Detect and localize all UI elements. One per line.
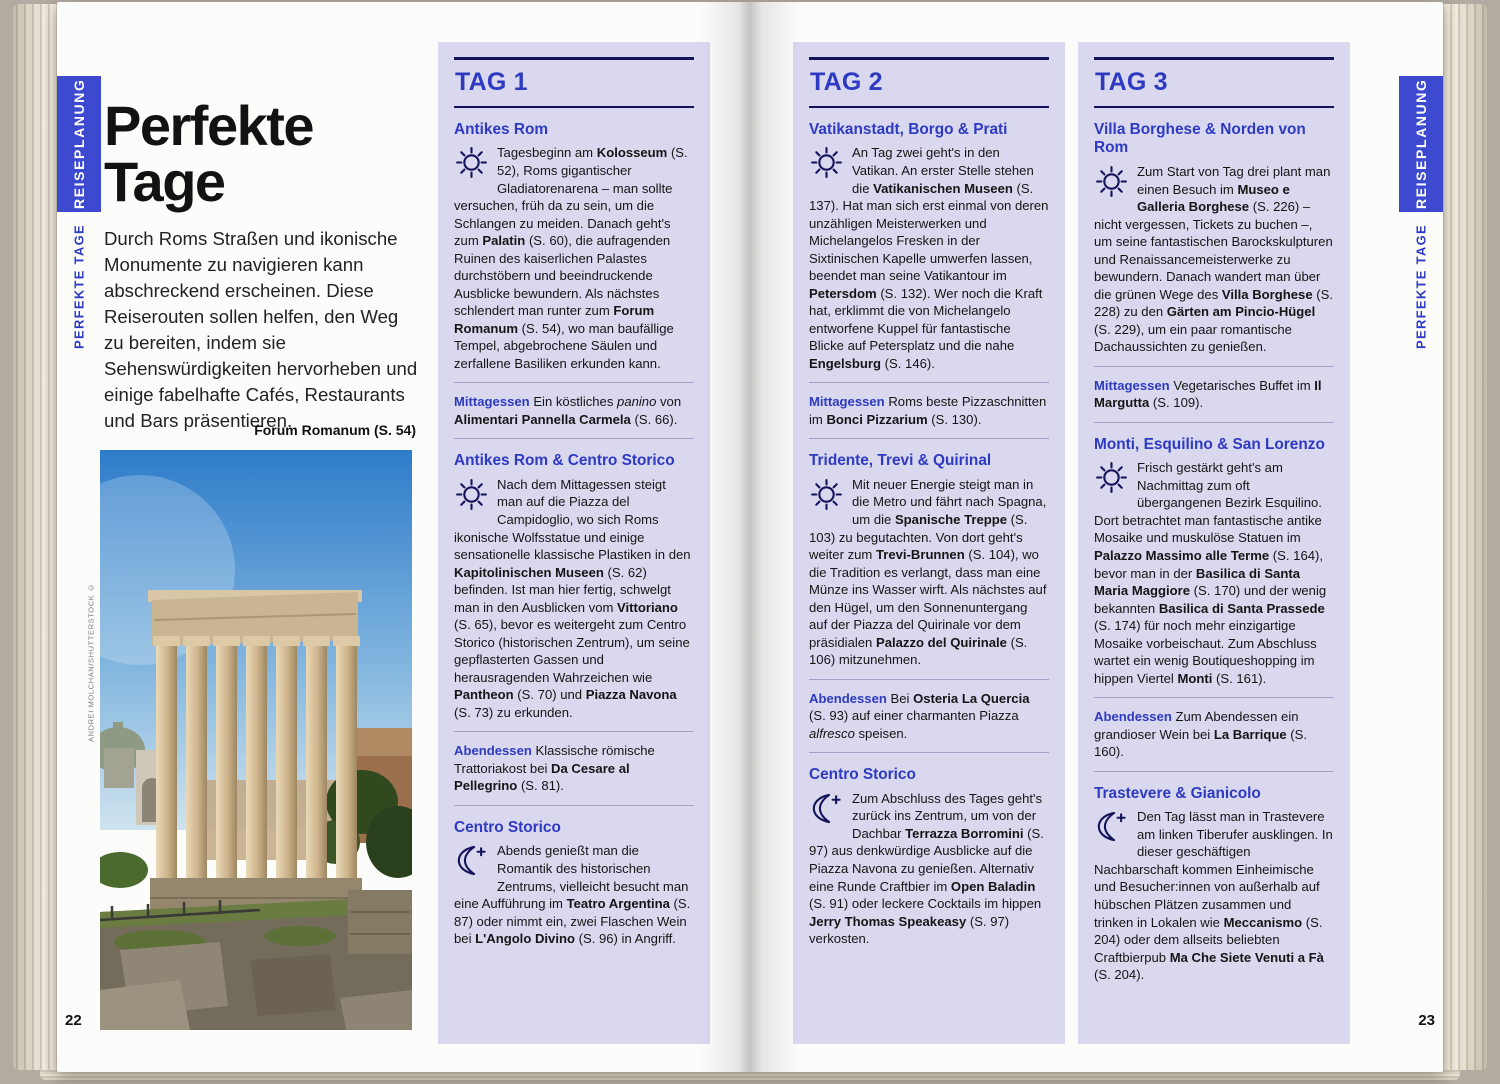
- meal-text: Vegetarisches Buffet im Il Margutta (S. 109).: [1094, 377, 1322, 411]
- chapter-tab: REISEPLANUNG: [1399, 76, 1443, 212]
- meal-label: Abendessen: [454, 743, 532, 759]
- page-stack-right: [1443, 4, 1487, 1070]
- section-text: Den Tag lässt man in Trastevere am linken Tiberufer ausklingen. In dieser geschäftigen Nachbarschaft kommen Einheimische und Besucher:innen von außerhalb auf hübschen Plätzen zusammen und trinken in Lokalen wie Meccanismo (S. 204) oder dem allseits beliebten Craftbierpub Ma Che Siete Venuti a Fà (S. 204).: [1094, 809, 1333, 983]
- day-3-panel: [1078, 42, 1350, 1044]
- meal-line: [1094, 708, 1334, 761]
- section-heading: Villa Borghese & Norden von Rom: [1094, 121, 1306, 157]
- sun-icon: [809, 145, 847, 181]
- section-heading: Tridente, Trevi & Quirinal: [809, 452, 992, 470]
- meal-label: Mittagessen: [1094, 377, 1170, 393]
- meal-text: Bei Osteria La Quercia (S. 93) auf einer charmanten Piazza alfresco speisen.: [809, 690, 1030, 741]
- divider: [1094, 771, 1334, 772]
- meal-text: Ein köstliches panino von Alimentari Pannella Carmela (S. 66).: [454, 394, 682, 427]
- intro-paragraph: Durch Roms Straßen und ikonische Monumente zu navigieren kann abschreckend erscheinen. Diese Reiserouten sollen helfen, den Weg zu bereiten, indem sie Sehenswürdigkeiten hervorheben und einige fabelhafte Cafés, Restaurants und Bars präsentieren.: [104, 228, 418, 432]
- section-text: Nach dem Mittagessen steigt man auf die Piazza del Campidoglio, wo sich Roms ikonische Wolfsstatue und einige sensationelle klassische Plastiken in den Kapitolinischen Museen (S. 62) befinden. Ist man hier fertig, schwelgt man in den Ausblicken vom Vittoriano (S. 65), bevor es weitergeht zum Centro Storico (historischen Zentrum), um seine gepflasterten Gassen und herausragenden Wahrzeichen wie Pantheon (S. 70) und Piazza Navona (S. 73) zu erkunden.: [454, 476, 691, 720]
- section-heading: Trastevere & Gianicolo: [1094, 784, 1261, 802]
- day-1-panel: [438, 42, 710, 1044]
- itinerary-section: [1094, 436, 1334, 687]
- meal-line: [1094, 377, 1334, 412]
- meal-line: [809, 690, 1049, 743]
- itinerary-section: [454, 121, 694, 372]
- itinerary-section: [1094, 121, 1334, 356]
- section-text: Tagesbeginn am Kolosseum (S. 52), Roms gigantischer Gladiatorenarena – man sollte versuchen, früh da zu sein, um die Schlangen zu meiden. Danach geht's zum Palatin (S. 60), die aufragenden Ruinen des kaiserlichen Palastes durchstöbern und beeindruckende Ausblicke bewundern. Als nächstes schlendert man runter zum Forum Romanum (S. 54), wo man baufällige Tempel, abgebrochene Säulen und zerfallene Basiliken erkunden kann.: [454, 145, 688, 371]
- meal-label: Mittagessen: [809, 394, 885, 410]
- day-title: TAG 3: [1094, 57, 1334, 108]
- section-text: Frisch gestärkt geht's am Nachmittag zum oft übergangenen Bezirk Esquilino. Dort betrachtet man fantastische antike Mosaike und muskulöse Statuen im Palazzo Massimo alle Terme (S. 164), bevor man in der Basilica di Santa Maria Maggiore (S. 170) und der wenig bekannten Basilica di Santa Prassede (S. 174) für noch mehr einzigartige Mosaike vorbeischaut. Zum Abschluss wartet ein wenig Boutiqueshopping im hippen Viertel Monti (S. 161).: [1094, 460, 1327, 686]
- divider: [454, 382, 694, 383]
- page-stack-left: [13, 4, 57, 1070]
- photo-caption: Forum Romanum (S. 54): [254, 422, 416, 438]
- divider: [809, 382, 1049, 383]
- meal-label: Abendessen: [1094, 709, 1172, 725]
- sun-icon: [1094, 460, 1132, 496]
- divider: [1094, 422, 1334, 423]
- divider: [809, 752, 1049, 753]
- meal-line: [454, 393, 694, 428]
- day-title: TAG 2: [809, 57, 1049, 108]
- day-title: TAG 1: [454, 57, 694, 108]
- section-text: Abends genießt man die Romantik des historischen Zentrums, vielleicht besucht man eine Aufführung im Teatro Argentina (S. 87) oder nimmt ein, zwei Flaschen Wein bei L'Angolo Divino (S. 96) in Angriff.: [454, 843, 691, 947]
- meal-line: [809, 393, 1049, 428]
- page-number: 23: [1418, 1012, 1435, 1029]
- section-heading: Centro Storico: [454, 818, 561, 836]
- page-right: [750, 2, 1443, 1072]
- chapter-tab: REISEPLANUNG: [57, 76, 101, 212]
- moon-icon: [809, 791, 847, 827]
- itinerary-section: [1094, 785, 1334, 984]
- section-heading: Centro Storico: [809, 766, 916, 784]
- page-title: Perfekte Tage: [104, 94, 314, 213]
- divider: [454, 438, 694, 439]
- section-heading: Antikes Rom: [454, 121, 549, 138]
- day-blocks: [809, 121, 1049, 948]
- divider: [454, 805, 694, 806]
- section-tab-label: PERFEKTE TAGE: [1413, 223, 1429, 349]
- divider: [1094, 697, 1334, 698]
- meal-text: Klassische römische Trattoriakost bei Da Cesare al Pellegrino (S. 81).: [454, 743, 655, 794]
- meal-line: [454, 742, 694, 795]
- day-blocks: [454, 121, 694, 948]
- sun-icon: [1094, 164, 1132, 200]
- section-heading: Antikes Rom & Centro Storico: [454, 452, 675, 470]
- itinerary-section: [809, 121, 1049, 372]
- meal-text: Roms beste Pizzaschnitten im Bonci Pizzarium (S. 130).: [809, 394, 1047, 427]
- day-2-panel: [793, 42, 1065, 1044]
- section-tab-label: PERFEKTE TAGE: [71, 223, 87, 349]
- itinerary-section: [809, 766, 1049, 947]
- sun-icon: [809, 477, 847, 513]
- divider: [809, 679, 1049, 680]
- itinerary-section: [454, 452, 694, 721]
- section-text: An Tag zwei geht's in den Vatikan. An erster Stelle stehen die Vatikanischen Museen (S. 137). Hat man sich erst einmal von deren unzähligen Meisterwerken und Michelangelos Fresken in der Sixtinischen Kapelle umwerfen lassen, beendet man seine Vatikantour im Petersdom (S. 132). Wer noch die Kraft hat, erklimmt die von Michelangelo entworfene Kuppel für fantastische Blicke auf Petersplatz und die nahe Engelsburg (S. 146).: [809, 145, 1049, 371]
- moon-icon: [1094, 809, 1132, 845]
- section-heading: Monti, Esquilino & San Lorenzo: [1094, 435, 1325, 453]
- forum-romanum-illustration: [100, 450, 412, 1030]
- section-text: Zum Abschluss des Tages geht's zurück ins Zentrum, um von der Dachbar Terrazza Borromini (S. 97) aus denkwürdige Ausblicke auf die Piazza Navona zu genießen. Alternativ eine Runde Craftbier im Open Baladin (S. 91) oder leckere Cocktails im hippen Jerry Thomas Speakeasy (S. 97) verkosten.: [809, 790, 1044, 947]
- meal-text: Zum Abendessen ein grandioser Wein bei La Barrique (S. 160).: [1094, 709, 1307, 760]
- itinerary-section: [454, 819, 694, 948]
- meal-label: Mittagessen: [454, 394, 530, 410]
- itinerary-section: [809, 452, 1049, 668]
- section-text: Zum Start von Tag drei plant man einen Besuch im Museo e Galleria Borghese (S. 226) – nicht vergessen, Tickets zu buchen –, um seine fantastischen Barockskulpturen und Renaissancemeisterwerke zu bewundern. Danach wandert man über die grünen Wege des Villa Borghese (S. 228) zu den Gärten am Pincio-Hügel (S. 229), um ein paar romantische Dachaussichten zu genießen.: [1094, 163, 1333, 355]
- section-text: Mit neuer Energie steigt man in die Metro und fährt nach Spagna, um die Spanische Treppe (S. 103) zu begutachten. Von dort geht's weiter zum Trevi-Brunnen (S. 104), wo die Tradition es verlangt, dass man eine Münze ins Wasser wirft. Als nächstes auf den Hügel, um den Sonnenuntergang auf der Piazza del Quirinale vor dem präsidialen Palazzo del Quirinale (S. 106) mitzunehmen.: [809, 476, 1047, 668]
- moon-icon: [454, 843, 492, 879]
- day-blocks: [1094, 121, 1334, 984]
- sun-icon: [454, 477, 492, 513]
- photo-credit: ANDREI MOLCHAN/SHUTTERSTOCK ©: [86, 582, 96, 742]
- divider: [1094, 366, 1334, 367]
- sun-icon: [454, 145, 492, 181]
- divider: [454, 731, 694, 732]
- page-number: 22: [65, 1012, 82, 1029]
- forum-romanum-photo: [100, 450, 412, 1030]
- meal-label: Abendessen: [809, 690, 887, 706]
- divider: [809, 438, 1049, 439]
- section-heading: Vatikanstadt, Borgo & Prati: [809, 121, 1008, 138]
- page-left: [57, 2, 750, 1072]
